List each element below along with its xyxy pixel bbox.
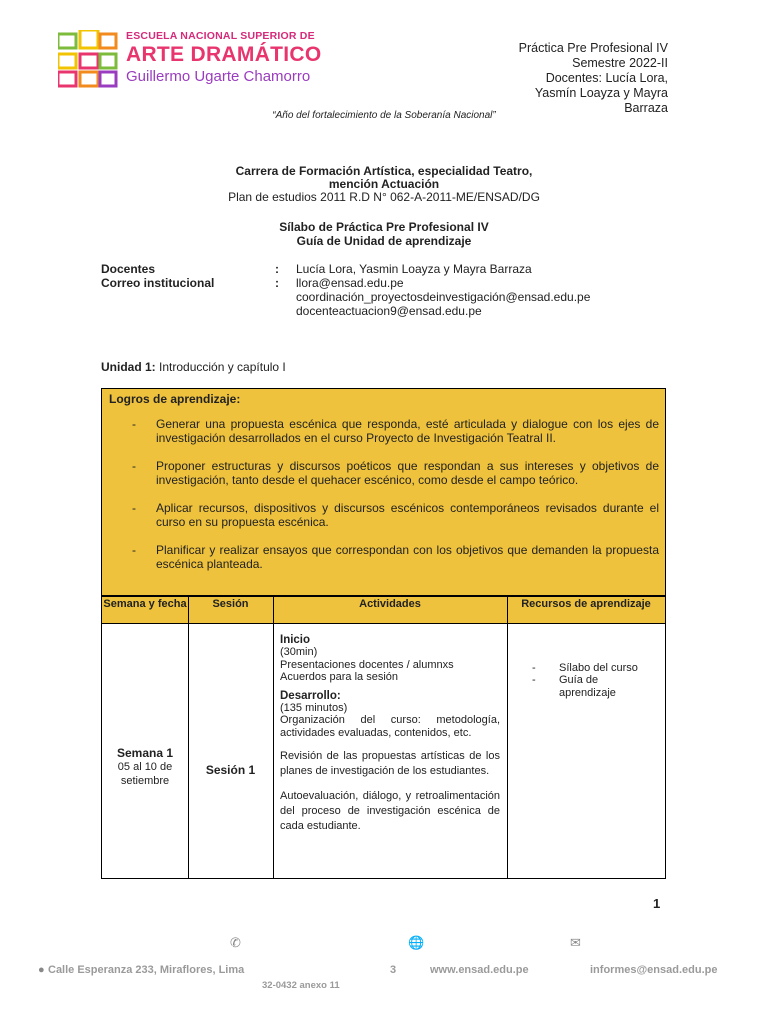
- footer-address: Calle Esperanza 233, Miraflores, Lima: [48, 964, 245, 976]
- unit-label: Unidad 1:: [101, 360, 156, 374]
- email-link[interactable]: llora@ensad.edu.pe: [296, 276, 404, 290]
- learning-outcomes-box: [101, 388, 666, 596]
- career-line-3: Plan de estudios 2011 R.D N° 062-A-2011-ME/ENSAD/DG: [228, 190, 540, 204]
- resource-text: Guía de aprendizaje: [559, 674, 616, 699]
- activity-dev-title: Desarrollo:: [280, 689, 341, 702]
- list-item: [132, 543, 659, 571]
- syllabus-title-block: [0, 220, 768, 248]
- week-dates: 05 al 10 de: [117, 761, 173, 773]
- syllabus-title: Sílabo de Práctica Pre Profesional IV: [279, 220, 489, 234]
- activity-start-title: Inicio: [280, 634, 311, 646]
- week-dates: setiembre: [120, 775, 170, 787]
- list-dash: -: [132, 501, 136, 515]
- email-link[interactable]: coordinación_proyectosdeinvestigación@ensad.edu.pe: [296, 290, 591, 304]
- school-logo-icon: [58, 30, 118, 90]
- activity-line: Autoevaluación, diálogo, y retroalimentación del proceso de investigación escénica de cada estudiante.: [280, 790, 500, 833]
- resources-cell: [532, 662, 657, 699]
- learning-outcomes-list: [132, 417, 659, 585]
- course-meta-line: Docentes: Lucía Lora,: [545, 71, 668, 85]
- list-item: [532, 674, 657, 699]
- mail-icon: ✉: [570, 935, 581, 950]
- course-meta-line: Barraza: [624, 101, 668, 115]
- syllabus-subtitle: Guía de Unidad de aprendizaje: [296, 234, 472, 248]
- list-dash: -: [132, 543, 136, 557]
- list-item-text: Generar una propuesta escénica que responda, esté articulada y dialogue con los ejes de investigación desarrollados en el curso Proyecto de Investigación Teatral II.: [156, 417, 659, 445]
- globe-icon: 🌐: [408, 935, 425, 950]
- schedule-table-header: [101, 596, 666, 624]
- email-label: Correo institucional: [101, 276, 215, 290]
- course-meta-line: Práctica Pre Profesional IV: [518, 41, 668, 55]
- column-header: Sesión: [212, 598, 249, 610]
- teachers-label: Docentes: [101, 262, 156, 276]
- footer: [0, 930, 768, 1000]
- career-line-1: Carrera de Formación Artística, especialidad Teatro,: [235, 164, 533, 178]
- footer-phone: 32-0432 anexo 11: [262, 980, 340, 991]
- session-cell: Sesión 1: [205, 763, 256, 777]
- footer-email-link[interactable]: informes@ensad.edu.pe: [590, 964, 718, 976]
- footer-web-link[interactable]: www.ensad.edu.pe: [430, 964, 529, 976]
- activities-cell: [280, 634, 500, 834]
- school-logo: [58, 30, 322, 90]
- learning-outcomes-title: Logros de aprendizaje:: [109, 392, 241, 406]
- footer-phone-prefix: 3: [390, 964, 397, 976]
- resource-text: Sílabo del curso: [559, 662, 638, 674]
- career-line-2: mención Actuación: [328, 177, 440, 191]
- activity-dev-time: (135 minutos): [280, 702, 348, 715]
- colon: :: [275, 276, 279, 290]
- column-header: Actividades: [359, 598, 421, 610]
- email-link[interactable]: docenteactuacion9@ensad.edu.pe: [296, 304, 482, 318]
- phone-icon: ✆: [230, 935, 241, 950]
- activity-line: Presentaciones docentes / alumnxs: [280, 658, 454, 671]
- list-item-text: Proponer estructuras y discursos poéticos que respondan a sus intereses y objetivos de investigación, tanto desde el quehacer escénico, como desde el campo teórico.: [156, 459, 659, 487]
- teachers-value: Lucía Lora, Yasmin Loayza y Mayra Barraza: [296, 262, 532, 276]
- week-label: Semana 1: [116, 746, 174, 760]
- career-block: [0, 165, 768, 204]
- logo-line-3: Guillermo Ugarte Chamorro: [126, 68, 311, 85]
- course-meta-line: Yasmín Loayza y Mayra: [534, 86, 668, 100]
- course-meta: [519, 41, 668, 116]
- list-item: [132, 501, 659, 529]
- week-cell: [102, 746, 188, 788]
- list-dash: -: [132, 459, 136, 473]
- column-header: Recursos de aprendizaje: [521, 598, 651, 610]
- colon: :: [275, 262, 279, 276]
- location-pin-icon: ●: [38, 964, 45, 976]
- activity-line: Acuerdos para la sesión: [280, 671, 399, 684]
- table-row: [101, 624, 666, 879]
- list-item-text: Aplicar recursos, dispositivos y discursos escénicos contemporáneos revisados durante el curso en su propuesta escénica.: [156, 501, 659, 529]
- logo-line-1: ESCUELA NACIONAL SUPERIOR DE: [126, 30, 315, 42]
- list-dash: -: [132, 417, 136, 431]
- unit-text: Introducción y capítulo I: [155, 360, 286, 374]
- activity-line: Organización del curso: metodología, actividades evaluadas, contenidos, etc.: [280, 714, 500, 739]
- list-dash: -: [532, 674, 536, 687]
- logo-line-2: ARTE DRAMÁTICO: [126, 43, 322, 66]
- list-item: [532, 662, 657, 674]
- list-item: [132, 417, 659, 445]
- course-meta-line: Semestre 2022-II: [572, 56, 668, 70]
- unit-heading: [101, 360, 286, 374]
- list-dash: -: [532, 662, 536, 674]
- page-number: 1: [653, 896, 661, 911]
- column-header: Semana y fecha: [103, 598, 187, 610]
- info-block: [101, 262, 661, 318]
- year-motto: “Año del fortalecimiento de la Soberanía Nacional”: [272, 110, 496, 121]
- activity-line: Revisión de las propuestas artísticas de los planes de investigación de los estudiantes.: [280, 750, 500, 778]
- list-item: [132, 459, 659, 487]
- activity-start-time: (30min): [280, 646, 318, 659]
- list-item-text: Planificar y realizar ensayos que correspondan con los objetivos que demanden la propuesta escénica planteada.: [156, 543, 659, 571]
